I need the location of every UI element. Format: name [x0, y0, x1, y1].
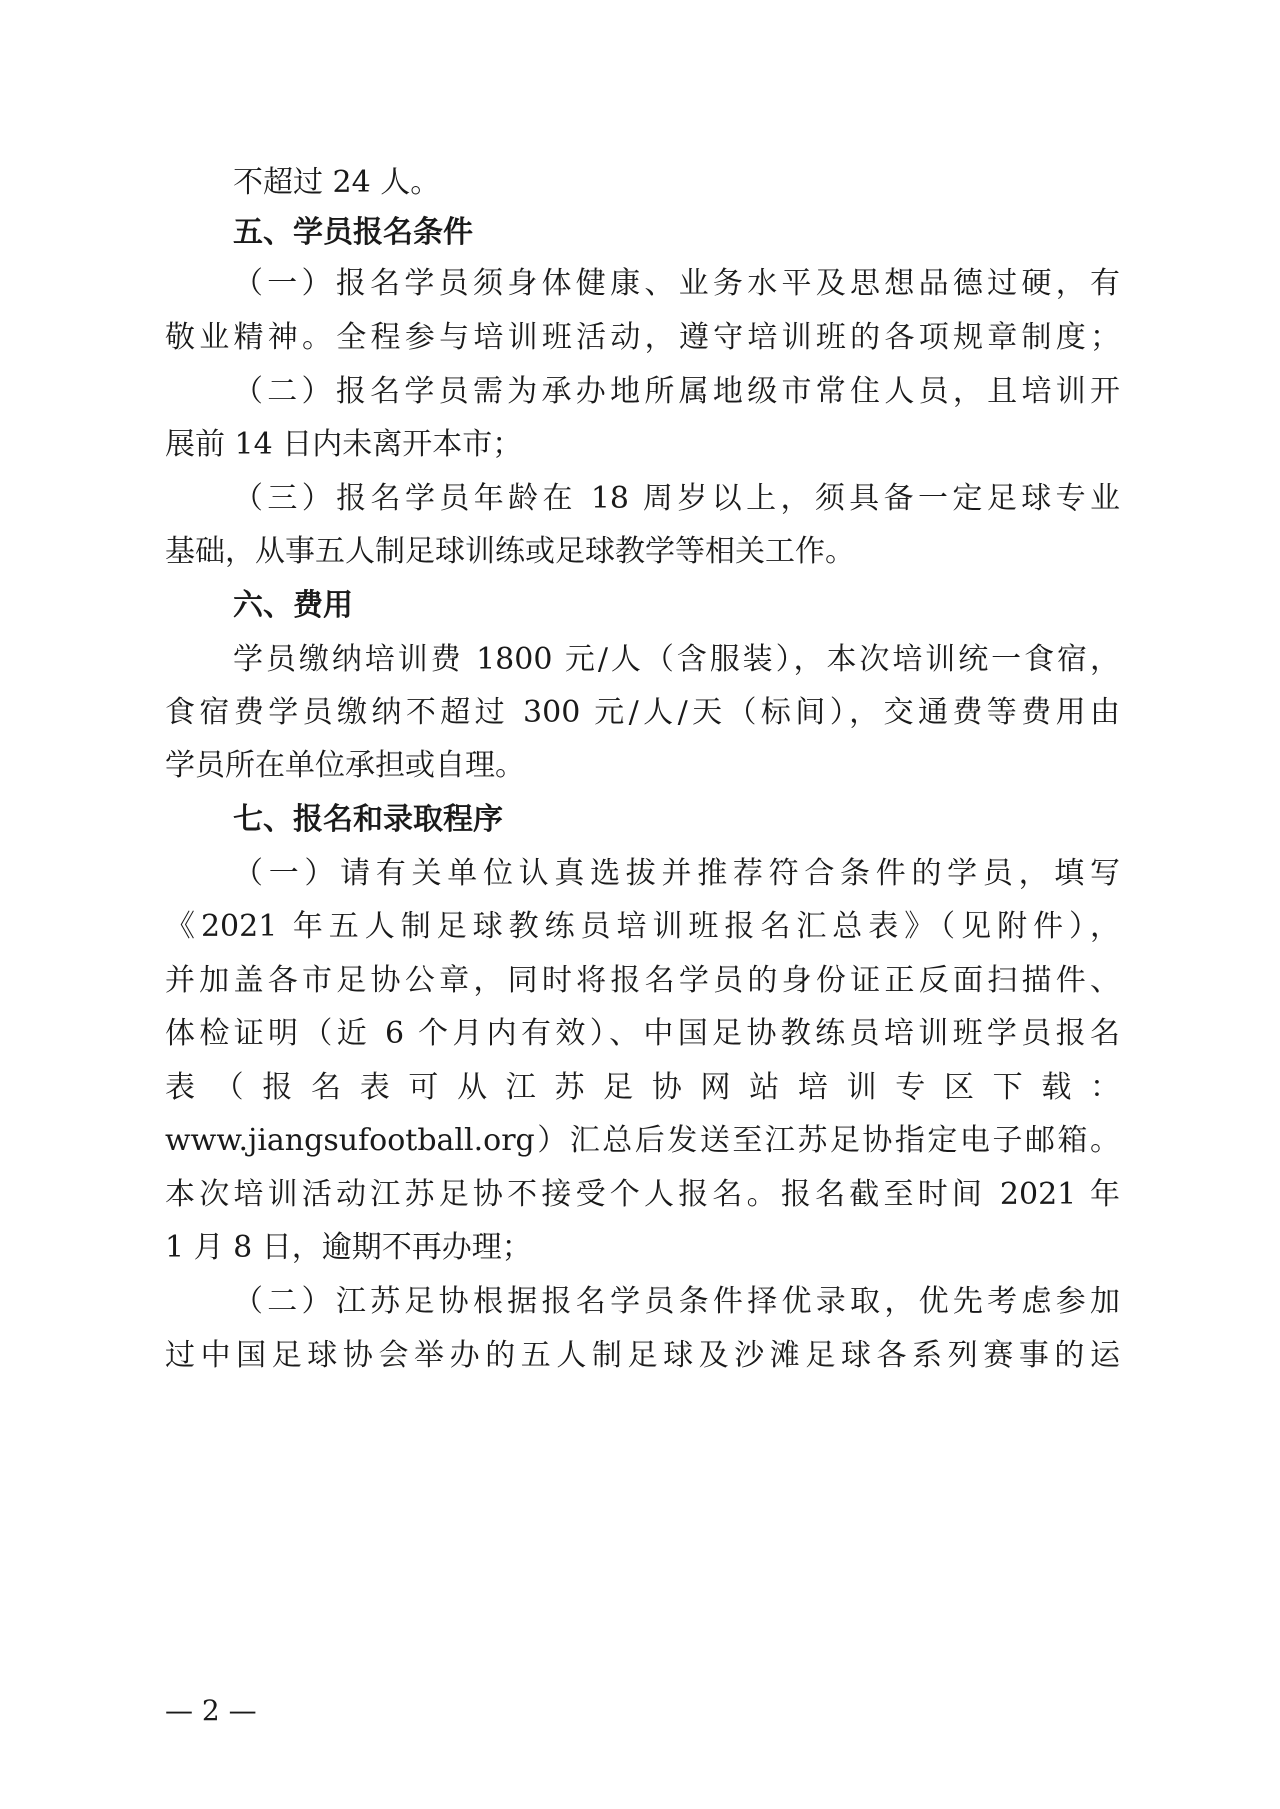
text-line: 本次培训活动江苏足协不接受个人报名。报名截至时间 2021 年	[165, 1177, 1120, 1212]
section-heading-6: 六、费用	[233, 588, 353, 623]
text-line: （二）报名学员需为承办地所属地级市常住人员，且培训开	[233, 374, 1120, 409]
text-line: www.jiangsufootball.org）汇总后发送至江苏足协指定电子邮箱。	[165, 1123, 1120, 1158]
text-line: 学员所在单位承担或自理。	[165, 748, 525, 783]
section-heading-5: 五、学员报名条件	[233, 215, 473, 250]
text-line: 并加盖各市足协公章，同时将报名学员的身份证正反面扫描件、	[165, 963, 1120, 998]
text-line: 敬业精神。全程参与培训班活动，遵守培训班的各项规章制度；	[165, 320, 1120, 355]
text-line: （三）报名学员年龄在 18 周岁以上，须具备一定足球专业	[233, 481, 1120, 516]
text-line: 学员缴纳培训费 1800 元/人（含服装），本次培训统一食宿，	[233, 642, 1120, 677]
text-line: 体检证明（近 6 个月内有效）、中国足协教练员培训班学员报名	[165, 1016, 1120, 1051]
text-line: 过中国足球协会举办的五人制足球及沙滩足球各系列赛事的运	[165, 1338, 1120, 1373]
text-line: 食宿费学员缴纳不超过 300 元/人/天（标间），交通费等费用由	[165, 695, 1120, 730]
text-line: 不超过 24 人。	[233, 165, 441, 200]
text-line: 表（报名表可从江苏足协网站培训专区下载：	[165, 1070, 1120, 1105]
section-heading-7: 七、报名和录取程序	[233, 802, 503, 837]
text-line: 《2021 年五人制足球教练员培训班报名汇总表》（见附件），	[165, 909, 1120, 944]
text-line: （二）江苏足协根据报名学员条件择优录取，优先考虑参加	[233, 1284, 1120, 1319]
text-line: （一）报名学员须身体健康、业务水平及思想品德过硬，有	[233, 266, 1120, 301]
text-line: 1 月 8 日，逾期不再办理；	[165, 1230, 532, 1265]
text-line: 展前 14 日内未离开本市；	[165, 427, 523, 462]
text-line: （一）请有关单位认真选拔并推荐符合条件的学员，填写	[233, 856, 1120, 891]
page-number: — 2 —	[165, 1694, 257, 1727]
text-line: 基础，从事五人制足球训练或足球教学等相关工作。	[165, 534, 855, 569]
